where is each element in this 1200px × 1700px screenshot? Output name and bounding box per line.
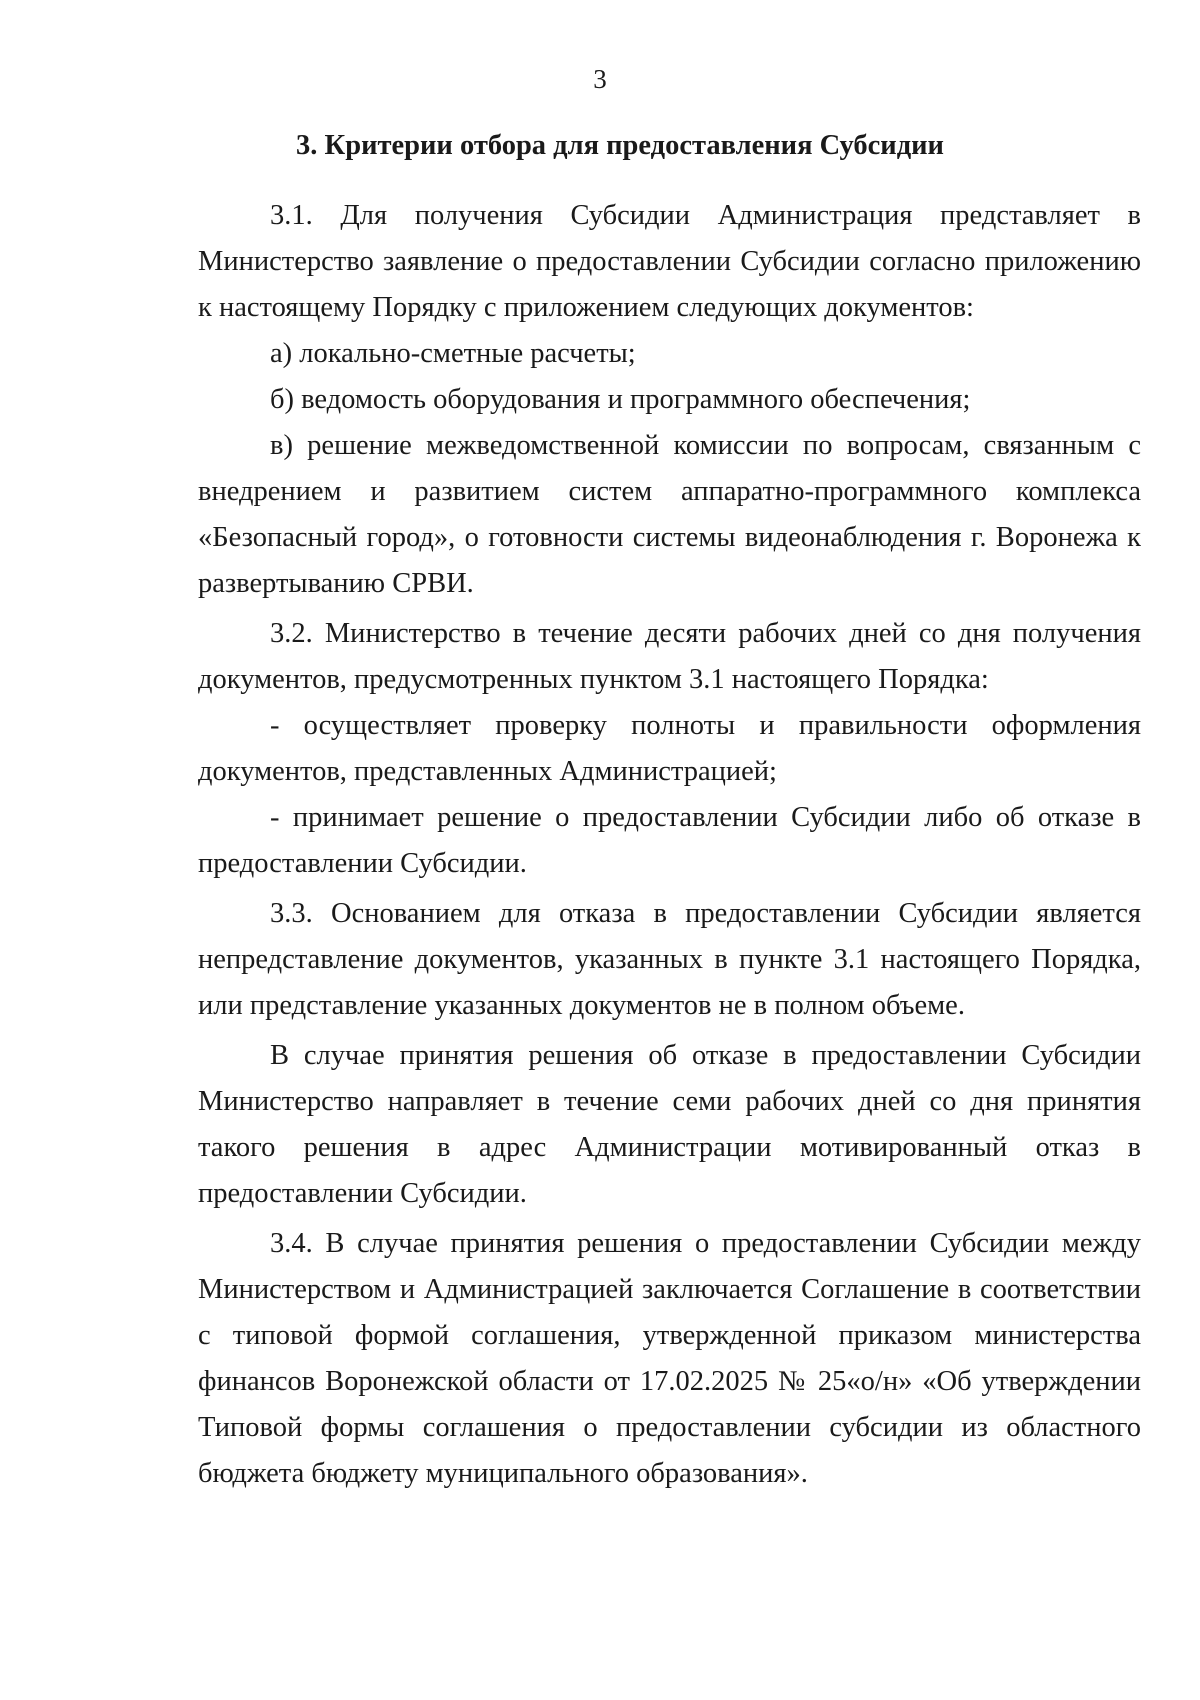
list-item-v: в) решение межведомственной комиссии по вопросам, связанным с внедрением и развитием систем аппаратно-программного комплекса «Безопасный город», о готовности системы видеонаблюдения г. Воронежа к развертыванию СРВИ.: [198, 430, 1141, 599]
paragraph-3-4: 3.4. В случае принятия решения о предоставлении Субсидии между Министерством и Администрацией заключается Соглашение в соответствии с типовой формой соглашения, утвержденной приказом министерства финансов Воронежской области от 17.02.2025 № 25«о/н» «Об утверждении Типовой формы соглашения о предоставлении субсидии из областного бюджета бюджету муниципального образования».: [198, 1228, 1141, 1489]
list-item-b: б) ведомость оборудования и программного обеспечения;: [270, 384, 971, 415]
paragraph-3-1: 3.1. Для получения Субсидии Администрация представляет в Министерство заявление о предоставлении Субсидии согласно приложению к настоящему Порядку с приложением следующих документов:: [198, 200, 1141, 323]
list-item-a: а) локально-сметные расчеты;: [270, 338, 636, 369]
page-number: 3: [593, 64, 607, 94]
document-body: [198, 193, 1141, 1497]
paragraph-3-2: 3.2. Министерство в течение десяти рабочих дней со дня получения документов, предусмотренных пунктом 3.1 настоящего Порядка:: [198, 618, 1141, 695]
section-title: 3. Критерии отбора для предоставления Субсидии: [296, 130, 944, 161]
paragraph-refusal-notice: В случае принятия решения об отказе в предоставлении Субсидии Министерство направляет в течение семи рабочих дней со дня принятия такого решения в адрес Администрации мотивированный отказ в предоставлении Субсидии.: [198, 1040, 1141, 1209]
paragraph-3-3: 3.3. Основанием для отказа в предоставлении Субсидии является непредставление документов, указанных в пункте 3.1 настоящего Порядка, или представление указанных документов не в полном объеме.: [198, 898, 1141, 1021]
bullet-check-documents: - осуществляет проверку полноты и правильности оформления документов, представленных Администрацией;: [198, 710, 1141, 787]
bullet-decision: - принимает решение о предоставлении Субсидии либо об отказе в предоставлении Субсидии.: [198, 802, 1141, 879]
